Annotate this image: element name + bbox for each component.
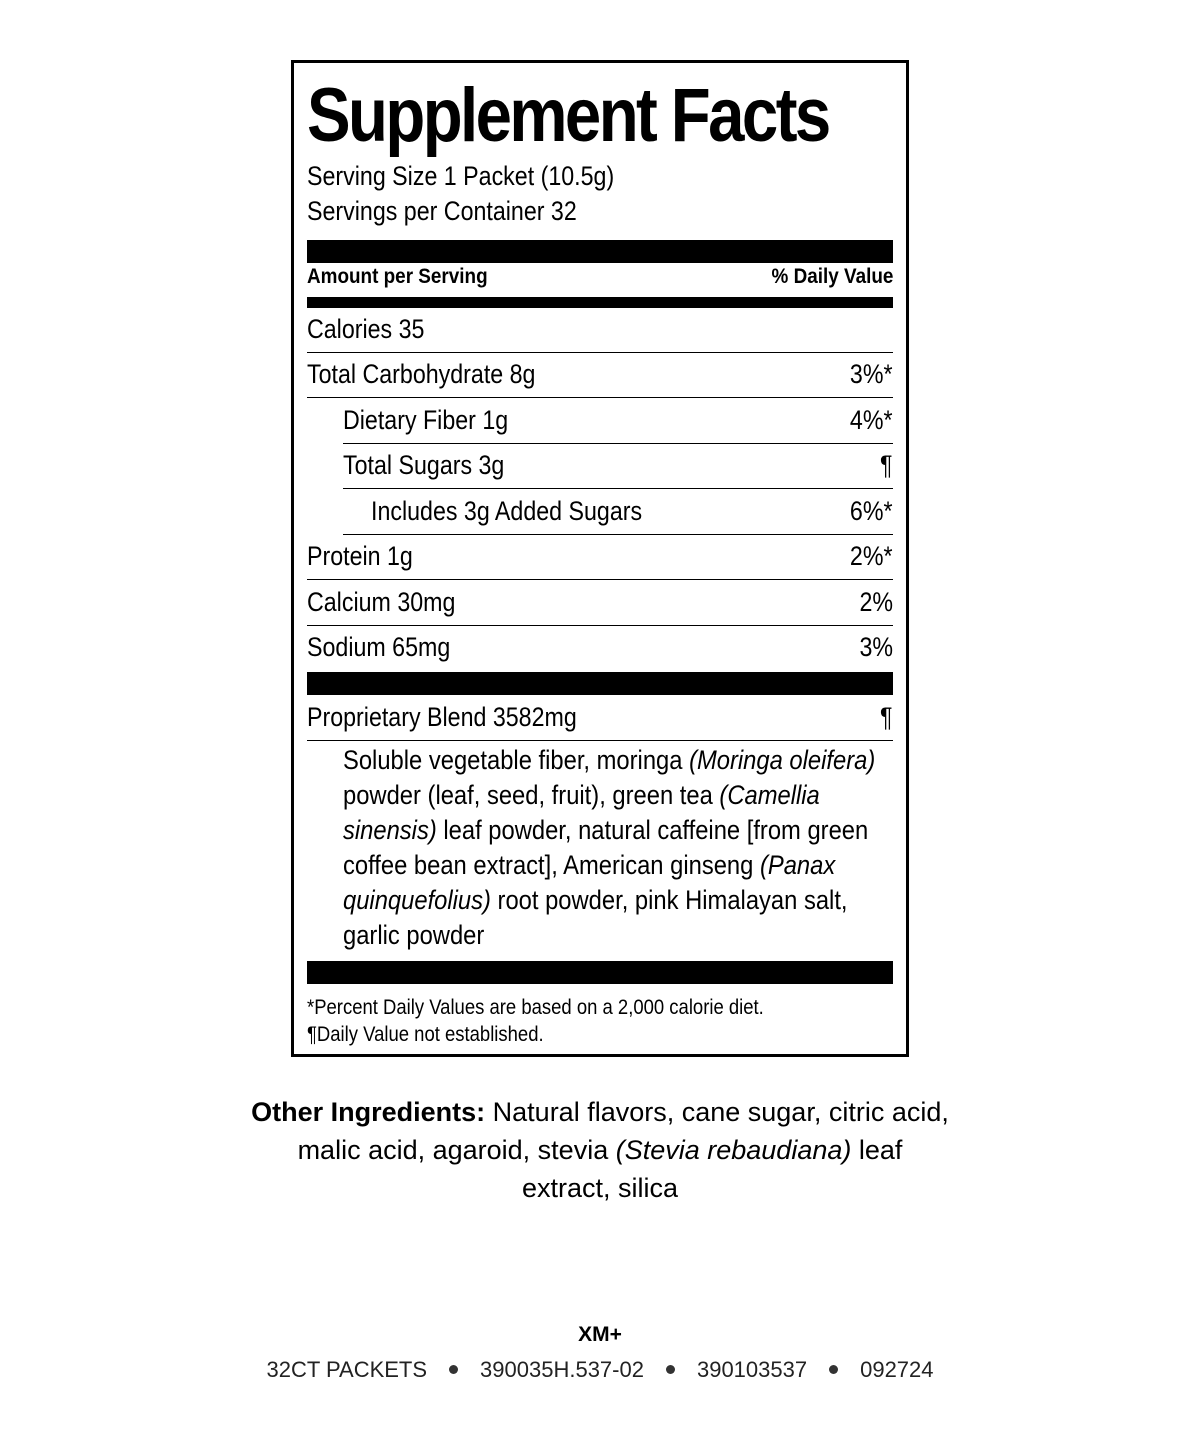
footnote-daily-values: *Percent Daily Values are based on a 2,000 calorie diet. bbox=[307, 996, 764, 1019]
nutrient-label: Calcium 30mg bbox=[307, 587, 456, 617]
proprietary-blend-row bbox=[307, 696, 893, 741]
separator-dot bbox=[449, 1365, 458, 1374]
nutrient-label: Dietary Fiber 1g bbox=[343, 405, 509, 435]
blend-text-3: leaf powder, natural caffeine [from green coffee bean extract], American ginseng bbox=[343, 815, 869, 880]
amount-header-row bbox=[307, 265, 893, 295]
nutrient-label: Includes 3g Added Sugars bbox=[371, 496, 643, 526]
other-ingredients bbox=[250, 1093, 950, 1207]
nutrient-dv: 3%* bbox=[850, 359, 893, 389]
separator-dot bbox=[666, 1365, 675, 1374]
nutrient-label: Sodium 65mg bbox=[307, 632, 451, 662]
nutrient-label: Total Carbohydrate 8g bbox=[307, 359, 536, 389]
blend-italic-2: (Camellia sinensis) bbox=[343, 780, 820, 845]
nutrient-row bbox=[307, 626, 893, 671]
count-code: 32CT PACKETS bbox=[266, 1357, 428, 1382]
other-ingredients-italic: (Stevia rebaudiana) bbox=[615, 1135, 852, 1165]
blend-italic-1: (Moringa oleifera) bbox=[689, 745, 876, 775]
medium-divider bbox=[307, 297, 893, 308]
nutrient-label: Protein 1g bbox=[307, 541, 413, 571]
date-code: 092724 bbox=[860, 1357, 934, 1382]
blend-label: Proprietary Blend 3582mg bbox=[307, 702, 577, 732]
nutrient-row bbox=[343, 399, 893, 444]
nutrient-row bbox=[307, 535, 893, 580]
nutrient-dv: 4%* bbox=[850, 405, 893, 435]
nutrient-label: Calories 35 bbox=[307, 314, 425, 344]
amount-per-serving-header: Amount per Serving bbox=[307, 265, 488, 288]
nutrient-dv: 2%* bbox=[850, 541, 893, 571]
separator-dot bbox=[829, 1365, 838, 1374]
serving-size: Serving Size 1 Packet (10.5g) bbox=[307, 161, 615, 191]
nutrient-dv: 3% bbox=[859, 632, 893, 662]
supplement-facts-panel bbox=[291, 60, 909, 1057]
nutrient-row bbox=[307, 308, 893, 353]
other-ingredients-heading: Other Ingredients: bbox=[251, 1097, 486, 1127]
nutrient-label: Total Sugars 3g bbox=[343, 450, 505, 480]
nutrient-row bbox=[307, 581, 893, 626]
brand-name: XM+ bbox=[578, 1323, 622, 1346]
other-ingredients-text-2: leaf extract, silica bbox=[521, 1135, 903, 1203]
nutrient-row bbox=[343, 444, 893, 489]
product-codes bbox=[0, 1357, 1200, 1383]
blend-text-2: powder (leaf, seed, fruit), green tea bbox=[343, 780, 720, 810]
nutrient-dv: ¶ bbox=[880, 450, 893, 480]
label-title: Supplement Facts bbox=[307, 73, 829, 158]
blend-italic-3: (Panax quinquefolius) bbox=[343, 850, 836, 915]
thick-divider bbox=[307, 240, 893, 263]
thick-divider bbox=[307, 961, 893, 984]
nutrient-dv: 2% bbox=[859, 587, 893, 617]
blend-text-4: root powder, pink Himalayan salt, garlic powder bbox=[343, 885, 848, 950]
servings-per-container: Servings per Container 32 bbox=[307, 196, 577, 226]
blend-text-1: Soluble vegetable fiber, moringa bbox=[343, 745, 690, 775]
nutrient-row bbox=[307, 353, 893, 398]
other-ingredients-text-1: Natural flavors, cane sugar, citric acid, malic acid, agaroid, stevia bbox=[297, 1097, 949, 1165]
blend-dv: ¶ bbox=[880, 702, 893, 732]
thick-divider bbox=[307, 672, 893, 695]
lot-code: 390035H.537-02 bbox=[480, 1357, 644, 1382]
footnote-not-established: ¶Daily Value not established. bbox=[307, 1023, 544, 1046]
nutrient-dv: 6%* bbox=[850, 496, 893, 526]
item-code: 390103537 bbox=[696, 1357, 808, 1382]
nutrient-row bbox=[343, 490, 893, 535]
blend-ingredients bbox=[343, 743, 880, 953]
daily-value-header: % Daily Value bbox=[771, 265, 893, 288]
